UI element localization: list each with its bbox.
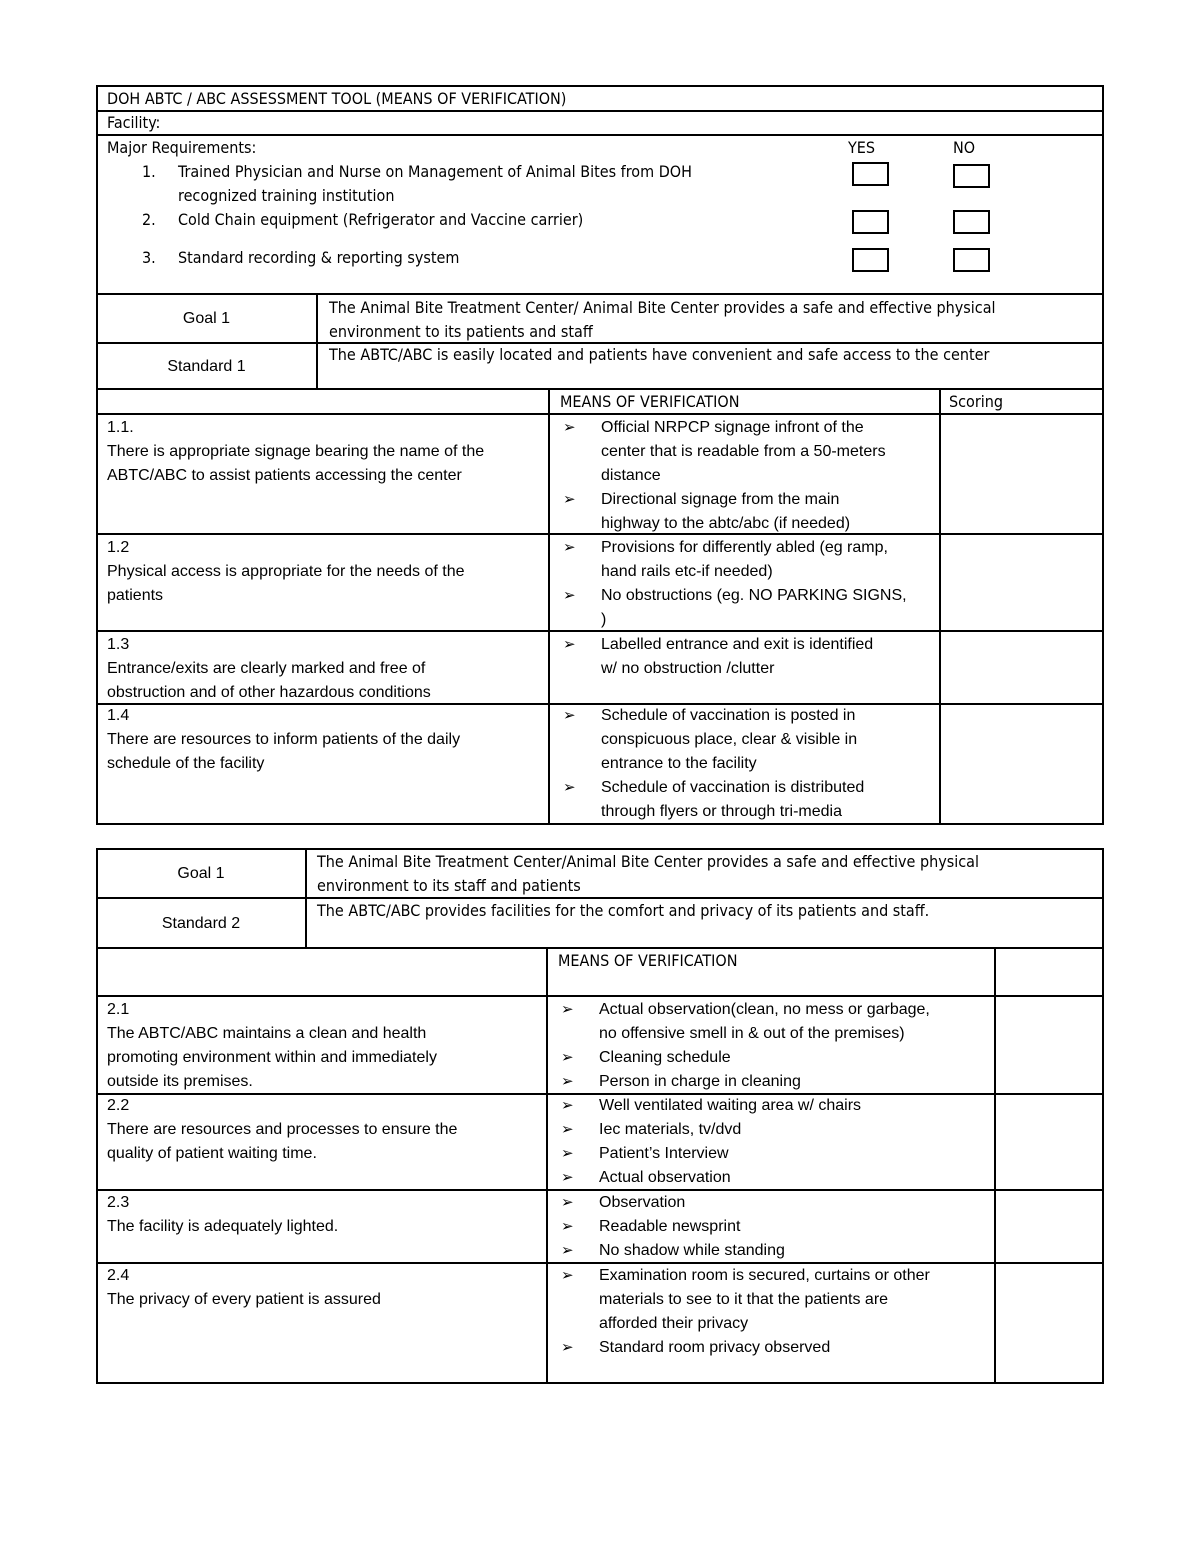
- requirement-text: Cold Chain equipment (Refrigerator and Vaccine carrier): [178, 210, 584, 229]
- goal-description: environment to its staff and patients: [317, 876, 581, 895]
- means-text: Actual observation(clean, no mess or garbage,: [599, 1001, 930, 1018]
- means-cell: [547, 1264, 994, 1360]
- criteria-text: There is appropriate signage bearing the name of the: [107, 443, 485, 460]
- means-text: Directional signage from the main: [601, 491, 840, 508]
- means-text: Cleaning schedule: [599, 1049, 731, 1066]
- criteria-text: patients: [107, 587, 164, 604]
- means-text: entrance to the facility: [601, 755, 757, 772]
- requirement-3-yes-checkbox[interactable]: [852, 248, 889, 272]
- arrow-bullet-icon: ➢: [561, 1242, 574, 1259]
- standard-description: The ABTC/ABC provides facilities for the comfort and privacy of its patients and staff.: [317, 901, 930, 920]
- facility-label: Facility:: [107, 113, 161, 132]
- score-cell-1-1[interactable]: [941, 415, 1102, 533]
- scoring-header: Scoring: [949, 392, 1004, 411]
- goal-description: The Animal Bite Treatment Center/ Animal Bite Center provides a safe and effective physical: [329, 298, 996, 317]
- arrow-bullet-icon: ➢: [561, 1194, 574, 1211]
- means-text: No obstructions (eg. NO PARKING SIGNS,: [601, 587, 907, 604]
- yes-column-label: YES: [848, 138, 876, 157]
- means-cell: [547, 997, 994, 1094]
- means-of-verification-header: MEANS OF VERIFICATION: [560, 392, 740, 411]
- means-text: Well ventilated waiting area w/ chairs: [599, 1097, 862, 1114]
- means-text: Person in charge in cleaning: [599, 1073, 801, 1090]
- means-text: Standard room privacy observed: [599, 1339, 831, 1356]
- means-text: Schedule of vaccination is distributed: [601, 779, 865, 796]
- criteria-text: outside its premises.: [107, 1073, 253, 1090]
- arrow-bullet-icon: ➢: [561, 1267, 574, 1284]
- arrow-bullet-icon: ➢: [563, 707, 576, 724]
- criteria-text: obstruction and of other hazardous conditions: [107, 684, 431, 701]
- score-cell-2-4[interactable]: [996, 1264, 1102, 1382]
- means-cell: [549, 414, 939, 536]
- requirement-2-yes-checkbox[interactable]: [852, 210, 889, 234]
- criteria-text: Entrance/exits are clearly marked and free of: [107, 660, 426, 677]
- arrow-bullet-icon: ➢: [561, 1145, 574, 1162]
- requirement-text: recognized training institution: [178, 186, 395, 205]
- goal-label: Goal 1: [177, 865, 225, 882]
- arrow-bullet-icon: ➢: [563, 636, 576, 653]
- criteria-text: quality of patient waiting time.: [107, 1145, 317, 1162]
- criteria-text: There are resources and processes to ensure the: [107, 1121, 458, 1138]
- means-text: No shadow while standing: [599, 1242, 785, 1259]
- means-text: materials to see to it that the patients are: [599, 1291, 889, 1308]
- requirement-3-no-checkbox[interactable]: [953, 248, 990, 272]
- requirement-text: Trained Physician and Nurse on Management of Animal Bites from DOH: [178, 162, 692, 181]
- means-text: hand rails etc-if needed): [601, 563, 773, 580]
- arrow-bullet-icon: ➢: [563, 587, 576, 604]
- criteria-text: ABTC/ABC to assist patients accessing the center: [107, 467, 462, 484]
- criteria-number: 1.2: [107, 539, 130, 556]
- major-requirements-label: Major Requirements:: [107, 138, 257, 157]
- criteria-cell: [96, 1094, 546, 1166]
- arrow-bullet-icon: ➢: [561, 1121, 574, 1138]
- criteria-number: 2.4: [107, 1267, 130, 1284]
- means-text: no offensive smell in & out of the premises): [599, 1025, 905, 1042]
- means-text: Actual observation: [599, 1169, 731, 1186]
- goal-description: The Animal Bite Treatment Center/Animal Bite Center provides a safe and effective physical: [317, 852, 979, 871]
- criteria-cell: [96, 1264, 546, 1312]
- criteria-text: The ABTC/ABC maintains a clean and health: [107, 1025, 427, 1042]
- means-text: w/ no obstruction /clutter: [601, 660, 775, 677]
- means-text: Schedule of vaccination is posted in: [601, 707, 856, 724]
- means-text: Labelled entrance and exit is identified: [601, 636, 874, 653]
- means-text: Examination room is secured, curtains or other: [599, 1267, 930, 1284]
- arrow-bullet-icon: ➢: [561, 1218, 574, 1235]
- score-cell-2-1[interactable]: [996, 997, 1102, 1093]
- means-cell: [549, 534, 939, 632]
- criteria-cell: [96, 631, 548, 705]
- criteria-text: schedule of the facility: [107, 755, 265, 772]
- score-cell-1-4[interactable]: [941, 705, 1102, 823]
- criteria-cell: [96, 704, 548, 776]
- criteria-text: The facility is adequately lighted.: [107, 1218, 339, 1235]
- arrow-bullet-icon: ➢: [561, 1073, 574, 1090]
- criteria-number: 1.1.: [107, 419, 134, 436]
- arrow-bullet-icon: ➢: [561, 1097, 574, 1114]
- requirement-1-no-checkbox[interactable]: [953, 164, 990, 188]
- arrow-bullet-icon: ➢: [563, 419, 576, 436]
- arrow-bullet-icon: ➢: [563, 491, 576, 508]
- criteria-text: Physical access is appropriate for the needs of the: [107, 563, 465, 580]
- criteria-text: The privacy of every patient is assured: [107, 1291, 381, 1308]
- arrow-bullet-icon: ➢: [561, 1049, 574, 1066]
- criteria-cell: [96, 534, 548, 608]
- goal-label: Goal 1: [182, 310, 231, 327]
- criteria-text: promoting environment within and immediately: [107, 1049, 437, 1066]
- means-cell: [547, 1094, 994, 1190]
- means-text: afforded their privacy: [599, 1315, 749, 1332]
- criteria-number: 2.3: [107, 1194, 130, 1211]
- criteria-cell: [96, 997, 546, 1094]
- means-text: Iec materials, tv/dvd: [599, 1121, 742, 1138]
- arrow-bullet-icon: ➢: [561, 1001, 574, 1018]
- means-cell: [549, 704, 939, 824]
- means-text: Official NRPCP signage infront of the: [601, 419, 864, 436]
- requirement-number: 3.: [142, 248, 156, 267]
- score-cell-1-3[interactable]: [941, 632, 1102, 703]
- goal-description: environment to its patients and staff: [329, 322, 593, 341]
- criteria-text: There are resources to inform patients of the daily: [107, 731, 461, 748]
- arrow-bullet-icon: ➢: [563, 779, 576, 796]
- means-text: Patient’s Interview: [599, 1145, 729, 1162]
- means-text: highway to the abtc/abc (if needed): [601, 515, 851, 532]
- means-text: ): [601, 611, 607, 628]
- arrow-bullet-icon: ➢: [561, 1339, 574, 1356]
- means-text: distance: [601, 467, 661, 484]
- document-title: DOH ABTC / ABC ASSESSMENT TOOL (MEANS OF VERIFICATION): [107, 89, 567, 108]
- requirement-1-yes-checkbox[interactable]: [852, 162, 889, 186]
- means-text: Provisions for differently abled (eg ramp,: [601, 539, 888, 556]
- requirement-text: Standard recording & reporting system: [178, 248, 460, 267]
- means-text: through flyers or through tri-media: [601, 803, 842, 820]
- means-text: center that is readable from a 50-meters: [601, 443, 886, 460]
- requirement-number: 2.: [142, 210, 156, 229]
- standard-label: Standard 2: [161, 914, 241, 932]
- standard-label: Standard 1: [167, 357, 246, 375]
- score-cell-1-2[interactable]: [941, 535, 1102, 630]
- requirement-2-no-checkbox[interactable]: [953, 210, 990, 234]
- criteria-number: 1.3: [107, 636, 130, 653]
- arrow-bullet-icon: ➢: [563, 539, 576, 556]
- no-column-label: NO: [953, 138, 976, 157]
- criteria-cell: [96, 414, 548, 488]
- criteria-number: 2.2: [107, 1097, 130, 1114]
- criteria-cell: [96, 1191, 546, 1239]
- means-cell: [549, 631, 939, 681]
- score-cell-2-2[interactable]: [996, 1095, 1102, 1189]
- means-cell: [547, 1191, 994, 1263]
- means-text: Readable newsprint: [599, 1218, 741, 1235]
- criteria-number: 1.4: [107, 707, 130, 724]
- standard-description: The ABTC/ABC is easily located and patients have convenient and safe access to the center: [329, 345, 990, 364]
- criteria-number: 2.1: [107, 1001, 130, 1018]
- means-of-verification-header: MEANS OF VERIFICATION: [558, 951, 738, 970]
- score-cell-2-3[interactable]: [996, 1191, 1102, 1262]
- means-text: Observation: [599, 1194, 686, 1211]
- requirement-number: 1.: [142, 162, 156, 181]
- arrow-bullet-icon: ➢: [561, 1169, 574, 1186]
- means-text: conspicuous place, clear & visible in: [601, 731, 858, 748]
